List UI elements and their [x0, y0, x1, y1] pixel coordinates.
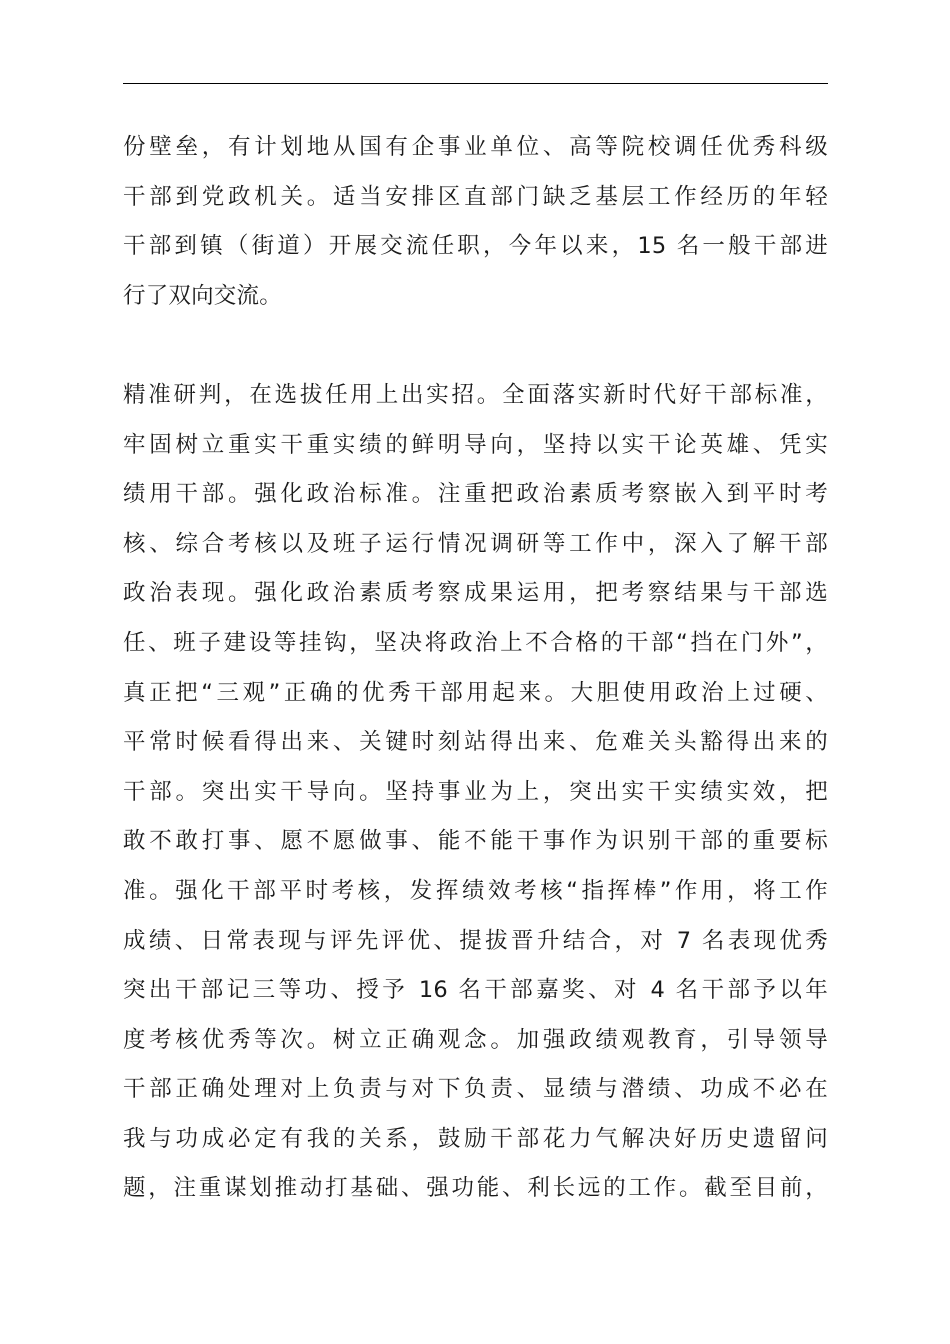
text-line: 干部。突出实干导向。坚持事业为上，突出实干实绩实效，把 — [123, 778, 828, 805]
text-line: 干部正确处理对上负责与对下负责、显绩与潜绩、功成不必在 — [123, 1076, 828, 1103]
text-line: 政治表现。强化政治素质考察成果运用，把考察结果与干部选 — [123, 580, 828, 607]
text-line: 敢不敢打事、愿不愿做事、能不能干事作为识别干部的重要标 — [123, 828, 828, 855]
text-line: 绩用干部。强化政治标准。注重把政治素质考察嵌入到平时考 — [123, 481, 828, 508]
text-line: 平常时候看得出来、关键时刻站得出来、危难关头豁得出来的 — [123, 729, 828, 756]
text-line: 行了双向交流。 — [123, 282, 282, 309]
header-rule — [123, 83, 828, 84]
text-line: 我与功成必定有我的关系，鼓励干部花力气解决好历史遗留问 — [123, 1125, 828, 1152]
text-line: 准。强化干部平时考核，发挥绩效考核“指挥棒”作用，将工作 — [123, 877, 828, 904]
text-line: 成绩、日常表现与评先评优、提拔晋升结合，对 7 名表现优秀 — [123, 927, 828, 954]
document-body — [123, 123, 833, 1214]
text-line: 干部到镇（街道）开展交流任职，今年以来，15 名一般干部进 — [123, 233, 828, 260]
text-line: 干部到党政机关。适当安排区直部门缺乏基层工作经历的年轻 — [123, 183, 828, 210]
text-line: 份壁垒，有计划地从国有企事业单位、高等院校调任优秀科级 — [123, 134, 828, 160]
text-line: 牢固树立重实干重实绩的鲜明导向，坚持以实干论英雄、凭实 — [123, 431, 828, 458]
text-line: 度考核优秀等次。树立正确观念。加强政绩观教育，引导领导 — [123, 1026, 828, 1053]
text-line: 突出干部记三等功、授予 16 名干部嘉奖、对 4 名干部予以年 — [123, 977, 828, 1004]
paragraph-gap — [123, 321, 833, 371]
text-line: 精准研判，在选拔任用上出实招。全面落实新时代好干部标准， — [123, 381, 828, 408]
paragraph-2 — [123, 371, 833, 1214]
text-line: 任、班子建设等挂钩，坚决将政治上不合格的干部“挡在门外”， — [123, 629, 828, 656]
text-line: 核、综合考核以及班子运行情况调研等工作中，深入了解干部 — [123, 530, 828, 557]
text-line: 题，注重谋划推动打基础、强功能、利长远的工作。截至目前， — [123, 1175, 828, 1202]
paragraph-1 — [123, 123, 833, 321]
text-line: 真正把“三观”正确的优秀干部用起来。大胆使用政治上过硬、 — [123, 679, 828, 706]
